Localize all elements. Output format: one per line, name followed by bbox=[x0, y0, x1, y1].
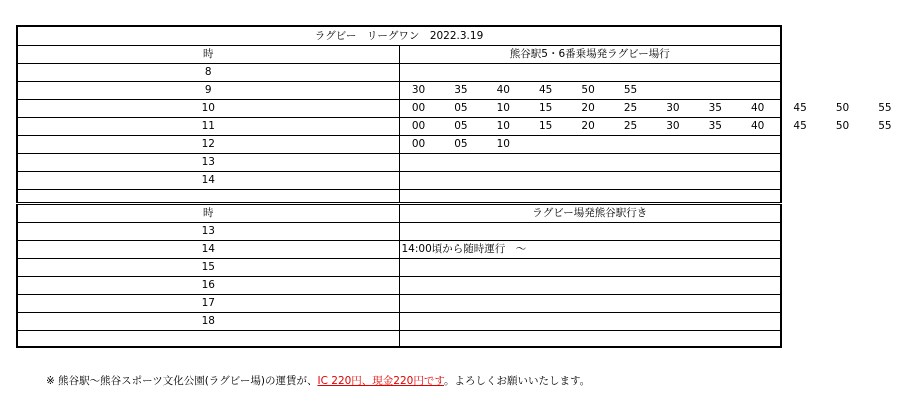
service-note-cell bbox=[399, 313, 781, 331]
departure-minute: 30 bbox=[666, 102, 680, 114]
timetable bbox=[16, 25, 892, 348]
fare-footnote bbox=[46, 373, 590, 388]
minutes-cell bbox=[399, 172, 781, 190]
closing-row bbox=[17, 331, 781, 348]
footnote-suffix: 。よろしくお願いいたします。 bbox=[444, 375, 591, 387]
departure-minute: 50 bbox=[835, 102, 850, 114]
section-gap-row bbox=[17, 190, 781, 204]
closing-cell-hour bbox=[17, 331, 399, 348]
minutes-cell bbox=[399, 118, 892, 136]
departure-minute: 50 bbox=[581, 84, 595, 96]
service-note-cell bbox=[399, 223, 781, 241]
departure-minute: 45 bbox=[539, 84, 553, 96]
departure-minute: 45 bbox=[793, 120, 807, 132]
timetable-title: ラグビー リーグワン 2022.3.19 bbox=[17, 26, 781, 46]
section1-row bbox=[17, 118, 781, 136]
departure-minute: 15 bbox=[539, 120, 553, 132]
departure-minute: 05 bbox=[454, 138, 468, 150]
section2-row bbox=[17, 241, 781, 259]
hour-cell: 17 bbox=[17, 295, 399, 313]
section1-hour-header: 時 bbox=[17, 46, 399, 64]
departure-minute: 35 bbox=[454, 84, 468, 96]
departure-minute: 00 bbox=[411, 138, 426, 150]
section1-heading: 熊谷駅5・6番乗場発ラグビー場行 bbox=[399, 46, 781, 64]
section2-row bbox=[17, 223, 781, 241]
hour-cell: 15 bbox=[17, 259, 399, 277]
hour-cell: 13 bbox=[17, 223, 399, 241]
section2-row bbox=[17, 295, 781, 313]
departure-minute: 55 bbox=[623, 84, 638, 96]
section2-hour-header: 時 bbox=[17, 204, 399, 223]
section1-row bbox=[17, 82, 781, 100]
minutes-cell bbox=[399, 82, 781, 100]
departure-minute: 00 bbox=[411, 120, 426, 132]
gap-cell-hour bbox=[17, 190, 399, 204]
service-note-cell bbox=[399, 277, 781, 295]
departure-minute: 05 bbox=[454, 102, 468, 114]
departure-minute: 55 bbox=[878, 102, 892, 114]
service-note-cell bbox=[399, 295, 781, 313]
departure-minute: 30 bbox=[666, 120, 680, 132]
departure-minute: 20 bbox=[581, 120, 595, 132]
hour-cell: 14 bbox=[17, 172, 399, 190]
minutes-cell bbox=[399, 136, 781, 154]
footnote-fare: IC 220円、現金220円です bbox=[317, 375, 445, 387]
section1-row bbox=[17, 172, 781, 190]
departure-minute: 15 bbox=[539, 102, 553, 114]
minutes-cell bbox=[399, 64, 781, 82]
hour-cell: 8 bbox=[17, 64, 399, 82]
service-note-cell: 14:00頃から随時運行 ～ bbox=[399, 241, 781, 259]
departure-minute: 40 bbox=[751, 102, 765, 114]
hour-cell: 10 bbox=[17, 100, 399, 118]
hour-cell: 14 bbox=[17, 241, 399, 259]
departure-minute: 10 bbox=[496, 102, 510, 114]
footnote-prefix: ※ 熊谷駅～熊谷スポーツ文化公園(ラグビー場)の運賃が、 bbox=[46, 375, 318, 387]
departure-minute: 50 bbox=[835, 120, 850, 132]
hour-cell: 13 bbox=[17, 154, 399, 172]
gap-cell-body bbox=[399, 190, 781, 204]
departure-minute: 35 bbox=[708, 102, 722, 114]
departure-minute: 30 bbox=[411, 84, 426, 96]
timetable-sheet bbox=[16, 25, 892, 348]
section1-row bbox=[17, 100, 781, 118]
hour-cell: 18 bbox=[17, 313, 399, 331]
minutes-cell bbox=[399, 154, 781, 172]
minutes-cell bbox=[399, 100, 892, 118]
departure-minute: 20 bbox=[581, 102, 595, 114]
hour-cell: 12 bbox=[17, 136, 399, 154]
closing-cell-body bbox=[399, 331, 781, 348]
section1-row bbox=[17, 64, 781, 82]
section2-row bbox=[17, 313, 781, 331]
section2-heading: ラグビー場発熊谷駅行き bbox=[399, 204, 781, 223]
section1-header-row bbox=[17, 46, 781, 64]
departure-minute: 05 bbox=[454, 120, 468, 132]
section2-header-row bbox=[17, 204, 781, 223]
section1-row bbox=[17, 136, 781, 154]
hour-cell: 11 bbox=[17, 118, 399, 136]
section2-row bbox=[17, 277, 781, 295]
departure-minute: 25 bbox=[623, 102, 638, 114]
departure-minute: 10 bbox=[496, 138, 510, 150]
departure-minute: 45 bbox=[793, 102, 807, 114]
hour-cell: 9 bbox=[17, 82, 399, 100]
service-note-cell bbox=[399, 259, 781, 277]
departure-minute: 40 bbox=[751, 120, 765, 132]
departure-minute: 00 bbox=[411, 102, 426, 114]
departure-minute: 25 bbox=[623, 120, 638, 132]
section1-row bbox=[17, 154, 781, 172]
title-row bbox=[17, 26, 781, 46]
departure-minute: 35 bbox=[708, 120, 722, 132]
hour-cell: 16 bbox=[17, 277, 399, 295]
departure-minute: 40 bbox=[496, 84, 510, 96]
departure-minute: 10 bbox=[496, 120, 510, 132]
departure-minute: 55 bbox=[878, 120, 892, 132]
section2-row bbox=[17, 259, 781, 277]
